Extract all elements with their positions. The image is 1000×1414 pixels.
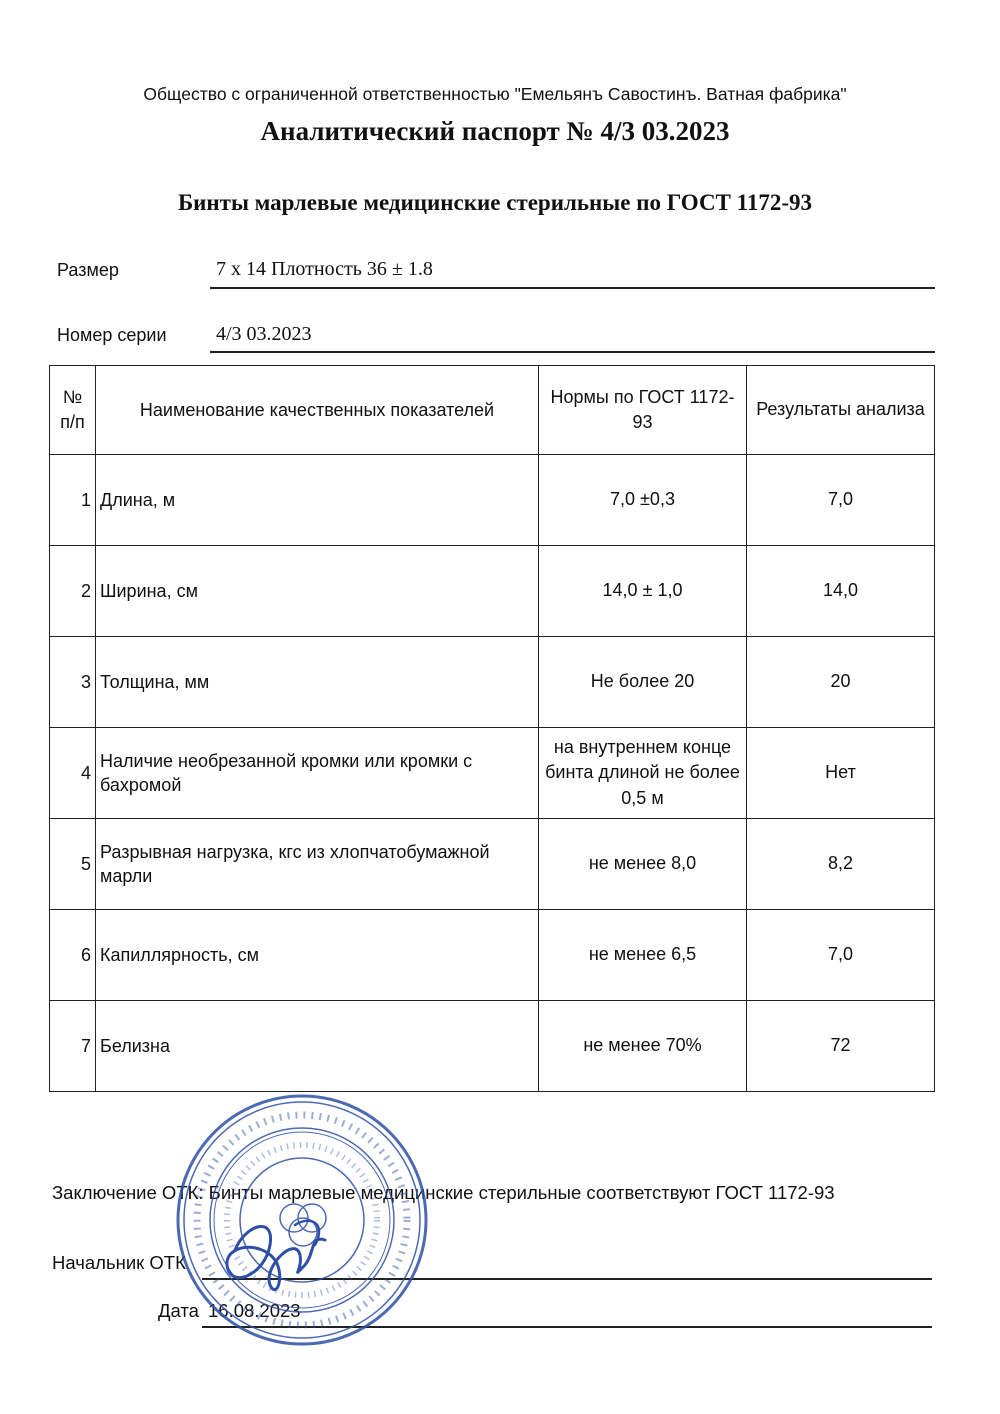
date-label: Дата <box>158 1300 199 1321</box>
series-underline <box>210 351 935 353</box>
row-name: Наличие необрезанной кромки или кромки с бахромой <box>96 728 539 819</box>
table-row <box>50 819 935 910</box>
document-title: Аналитический паспорт № 4/3 03.2023 <box>260 116 730 146</box>
row-result: 7,0 <box>747 910 935 1001</box>
row-name: Капиллярность, см <box>96 910 539 1001</box>
row-name: Толщина, мм <box>96 637 539 728</box>
header-name: Наименование качественных показателей <box>96 366 539 455</box>
row-result: 20 <box>747 637 935 728</box>
otk-head-label: Начальник ОТК <box>52 1252 186 1273</box>
handwritten-signature-icon <box>215 1205 345 1315</box>
row-result: 8,2 <box>747 819 935 910</box>
row-num: 3 <box>50 637 96 728</box>
date-value: 16.08.2023 <box>208 1300 301 1321</box>
table-header-row <box>50 366 935 455</box>
table-row <box>50 1001 935 1092</box>
quality-indicators-table <box>49 365 935 1092</box>
table-row <box>50 728 935 819</box>
row-num: 2 <box>50 546 96 637</box>
row-num: 5 <box>50 819 96 910</box>
table-row <box>50 455 935 546</box>
row-norm: не менее 8,0 <box>539 819 747 910</box>
row-name: Ширина, см <box>96 546 539 637</box>
series-label: Номер серии <box>57 325 167 345</box>
size-underline <box>210 287 935 289</box>
row-norm: 7,0 ±0,3 <box>539 455 747 546</box>
row-norm: на внутреннем конце бинта длиной не более 0,5 м <box>539 728 747 819</box>
row-result: Нет <box>747 728 935 819</box>
row-name: Белизна <box>96 1001 539 1092</box>
row-name: Длина, м <box>96 455 539 546</box>
row-norm: Не более 20 <box>539 637 747 728</box>
table-row <box>50 637 935 728</box>
size-value: 7 х 14 Плотность 36 ± 1.8 <box>216 258 433 280</box>
row-norm: 14,0 ± 1,0 <box>539 546 747 637</box>
row-norm: не менее 6,5 <box>539 910 747 1001</box>
otk-conclusion: Заключение ОТК: Бинты марлевые медицинские стерильные соответствуют ГОСТ 1172-93 <box>52 1182 835 1203</box>
row-num: 7 <box>50 1001 96 1092</box>
row-num: 6 <box>50 910 96 1001</box>
header-norm: Нормы по ГОСТ 1172-93 <box>539 366 747 455</box>
row-num: 4 <box>50 728 96 819</box>
header-result: Результаты анализа <box>747 366 935 455</box>
row-result: 14,0 <box>747 546 935 637</box>
table-row <box>50 546 935 637</box>
table-row <box>50 910 935 1001</box>
row-norm: не менее 70% <box>539 1001 747 1092</box>
size-label: Размер <box>57 260 119 280</box>
header-num: № п/п <box>50 366 96 455</box>
row-result: 72 <box>747 1001 935 1092</box>
series-value: 4/3 03.2023 <box>216 323 312 345</box>
document-subtitle: Бинты марлевые медицинские стерильные по ГОСТ 1172-93 <box>177 190 813 215</box>
row-result: 7,0 <box>747 455 935 546</box>
organization-name: Общество с ограниченной ответственностью "Емельянъ Савостинъ. Ватная фабрика" <box>143 84 847 104</box>
row-num: 1 <box>50 455 96 546</box>
row-name: Разрывная нагрузка, кгс из хлопчатобумажной марли <box>96 819 539 910</box>
